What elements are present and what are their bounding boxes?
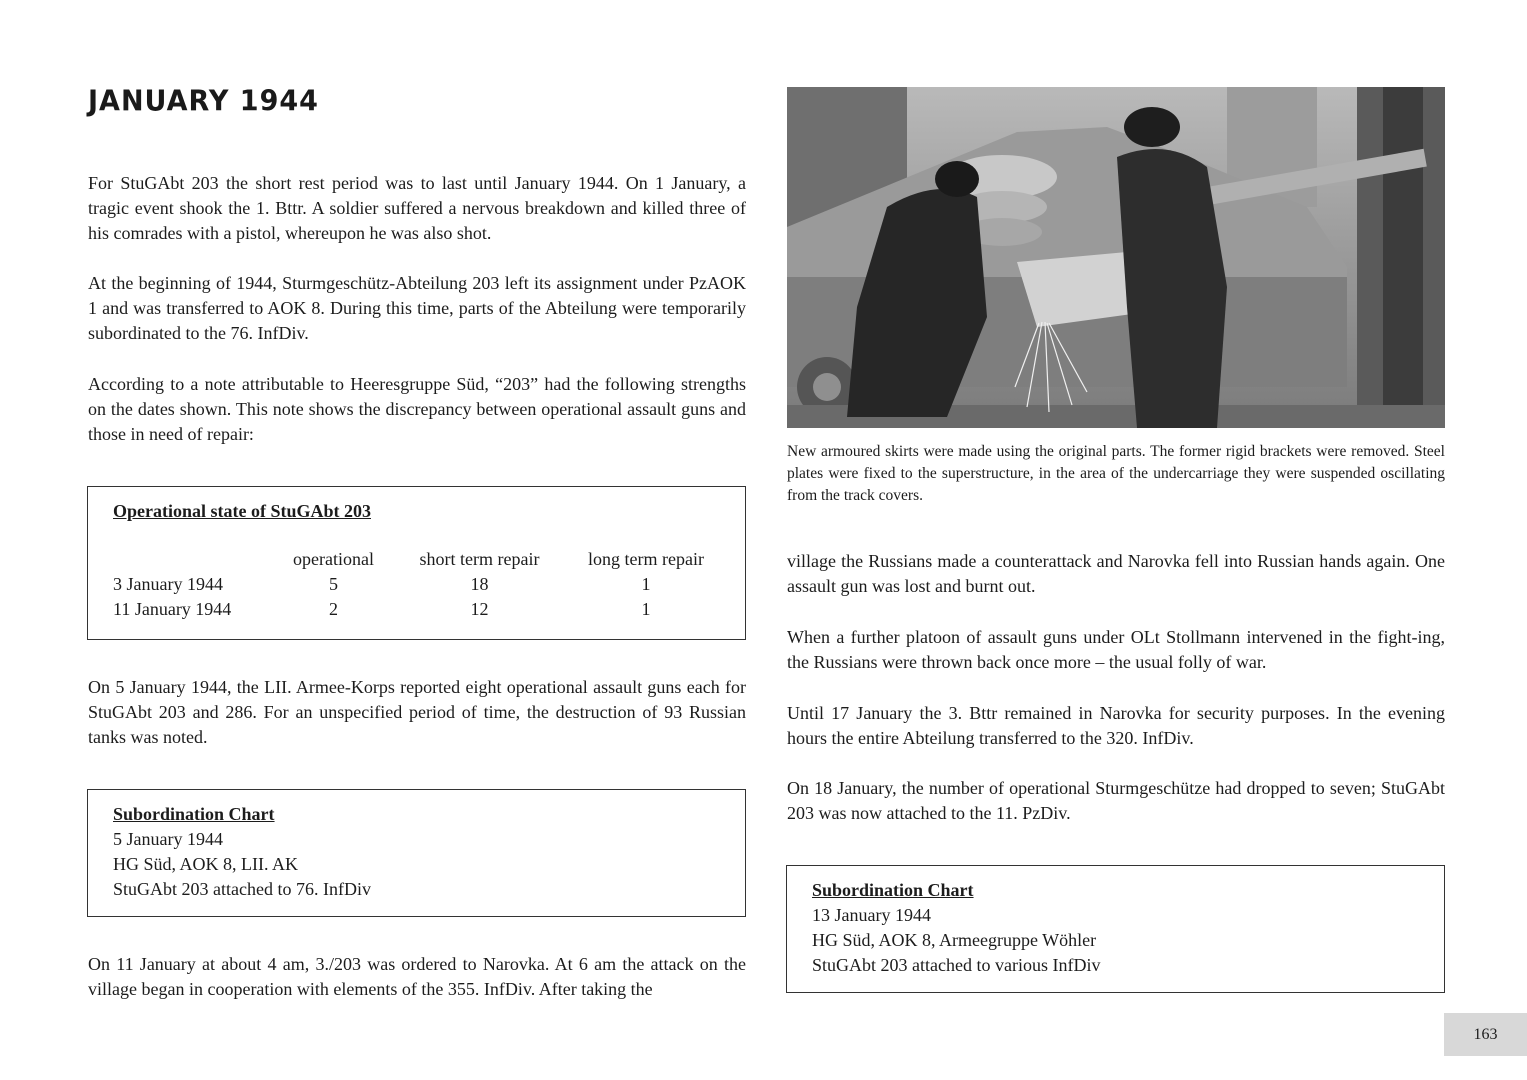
subordination-chart-title: Subordination Chart — [113, 804, 275, 824]
paragraph-transfer: At the beginning of 1944, Sturmgeschütz-Abteilung 203 left its assignment under PzAOK 1 and was transferred to AOK 8. During this time, parts of the Abteilung were temporarily subordinated to the 76. InfDiv. — [88, 273, 746, 343]
table-cell: 3 January 1944 — [113, 574, 223, 594]
table-header-cell: long term repair — [588, 549, 704, 569]
table-cell: 5 — [329, 574, 338, 594]
table-cell: 1 — [641, 599, 651, 619]
paragraph-strengths-note: According to a note attributable to Heeresgruppe Süd, “203” had the following strengths on the dates shown. This note shows the discrepancy between operational assault guns and those in need of repair: — [88, 374, 746, 444]
table-row — [113, 572, 721, 597]
subordination-command: HG Süd, AOK 8, Armeegruppe Wöhler — [812, 930, 1097, 950]
paragraph-stollmann: When a further platoon of assault guns under OLt Stollmann intervened in the fight-ing, the Russians were thrown back once more – the usual folly of war. — [787, 627, 1445, 672]
subordination-date: 5 January 1944 — [113, 829, 223, 849]
subordination-command: HG Süd, AOK 8, LII. AK — [113, 854, 299, 874]
paragraph-counterattack: village the Russians made a counterattack and Narovka fell into Russian hands again. One assault gun was lost and burnt out. — [787, 551, 1445, 596]
paragraph-lii-korps: On 5 January 1944, the LII. Armee-Korps reported eight operational assault guns each for StuGAbt 203 and 286. For an unspecified period of time, the destruction of 93 Russian tanks was noted. — [88, 677, 746, 747]
page-title: JANUARY 1944 — [88, 85, 319, 118]
page-number: 163 — [1444, 1013, 1527, 1056]
subordination-chart-title: Subordination Chart — [812, 880, 974, 900]
table-header-row — [113, 547, 721, 572]
subordination-attachment: StuGAbt 203 attached to 76. InfDiv — [113, 879, 371, 899]
subordination-date: 13 January 1944 — [812, 905, 931, 925]
operational-state-title: Operational state of StuGAbt 203 — [113, 501, 371, 521]
table-row — [113, 597, 721, 622]
operational-state-box — [87, 486, 746, 640]
photo-caption: New armoured skirts were made using the original parts. The former rigid brackets were removed. Steel plates were fixed to the superstructure, in the area of the undercarriage they were suspended oscillating from the track covers. — [787, 443, 1445, 504]
table-cell: 12 — [470, 599, 489, 619]
table-cell: 2 — [329, 599, 338, 619]
paragraph-narovka-security: Until 17 January the 3. Bttr remained in Narovka for security purposes. In the evening hours the entire Abteilung transferred to the 320. InfDiv. — [787, 703, 1445, 748]
table-cell: 11 January 1944 — [113, 599, 232, 619]
table-header-cell: short term repair — [419, 549, 540, 569]
table-cell: 18 — [470, 574, 489, 594]
table-cell: 1 — [641, 574, 651, 594]
photograph-stug-repair — [787, 87, 1445, 428]
table-header-cell — [113, 547, 279, 572]
operational-state-table — [113, 547, 721, 622]
paragraph-rest-period: For StuGAbt 203 the short rest period was to last until January 1944. On 1 January, a tragic event shook the 1. Bttr. A soldier suffered a nervous breakdown and killed three of his comrades with a pistol, whereupon he was also shot. — [88, 173, 746, 243]
subordination-chart-box-2 — [786, 865, 1445, 993]
subordination-attachment: StuGAbt 203 attached to various InfDiv — [812, 955, 1101, 975]
subordination-chart-box-1 — [87, 789, 746, 917]
table-header-cell: operational — [293, 549, 374, 569]
paragraph-narovka-attack: On 11 January at about 4 am, 3./203 was ordered to Narovka. At 6 am the attack on the village began in cooperation with elements of the 355. InfDiv. After taking the — [88, 954, 746, 999]
paragraph-operational-seven: On 18 January, the number of operational Sturmgeschütze had dropped to seven; StuGAbt 203 was now attached to the 11. PzDiv. — [787, 778, 1445, 823]
